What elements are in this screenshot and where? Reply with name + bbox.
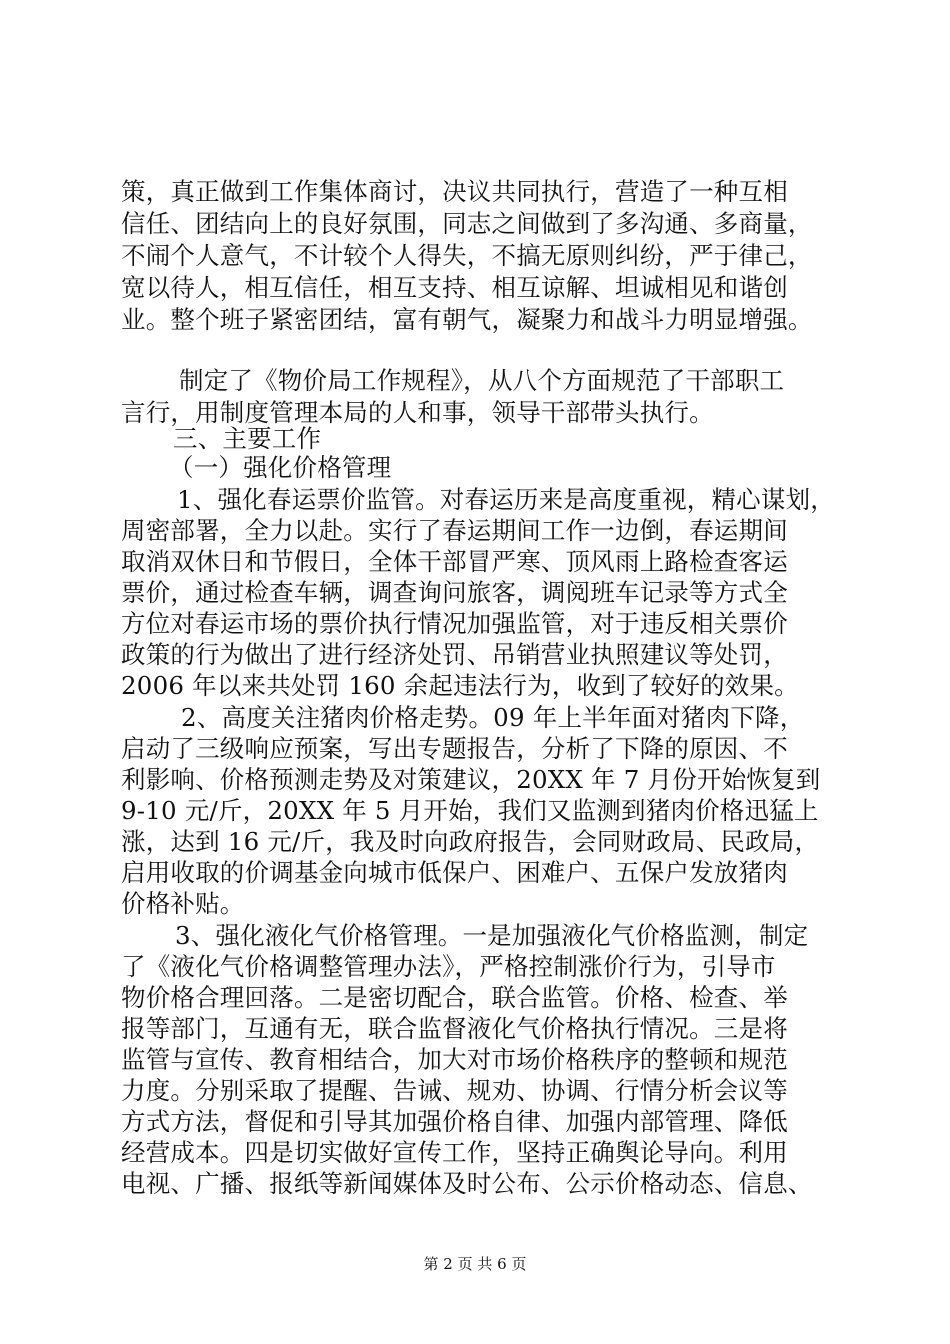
body-text-line: 方位对春运市场的票价执行情况加强监管，对于违反相关票价 <box>121 609 788 638</box>
body-text-line: 涨，达到 16 元/斤，我及时向政府报告，会同财政局、民政局， <box>121 827 820 856</box>
body-text-line: 启用收取的价调基金向城市低保户、困难户、五保户发放猪肉 <box>121 858 788 887</box>
body-text-line: 物价格合理回落。二是密切配合，联合监管。价格、检查、举 <box>121 983 788 1012</box>
body-text-line: 宽以待人，相互信任，相互支持、相互谅解、坦诚相见和谐创 <box>121 273 788 302</box>
section-heading: 三、主要工作 <box>173 424 322 453</box>
body-text-line: 9-10 元/斤，20XX 年 5 月开始，我们又监测到猪肉价格迅猛上 <box>121 796 819 825</box>
body-text-line: 启动了三级响应预案，写出专题报告，分析了下降的原因、不 <box>121 734 788 763</box>
body-text-line: 方式方法，督促和引导其加强价格自律、加强内部管理、降低 <box>121 1107 788 1136</box>
body-text-line: 2、高度关注猪肉价格走势。09 年上半年面对猪肉下降， <box>181 703 805 732</box>
body-text-line: 力度。分别采取了提醒、告诫、规劝、协调、行情分析会议等 <box>121 1076 788 1105</box>
body-text-line: 不闹个人意气，不计较个人得失，不搞无原则纠纷，严于律己， <box>121 241 813 270</box>
body-text-line: 3、强化液化气价格管理。一是加强液化气价格监测，制定 <box>175 921 809 950</box>
body-text-line: 报等部门，互通有无，联合监督液化气价格执行情况。三是将 <box>121 1014 788 1043</box>
body-text-line: 周密部署，全力以赴。实行了春运期间工作一边倒，春运期间 <box>121 516 788 545</box>
body-text-line: 票价，通过检查车辆，调查询问旅客，调阅班车记录等方式全 <box>121 578 788 607</box>
body-text-line: 电视、广播、报纸等新闻媒体及时公布、公示价格动态、信息、 <box>121 1169 813 1198</box>
body-text-line: 政策的行为做出了进行经济处罚、吊销营业执照建议等处罚， <box>121 640 788 669</box>
body-text-line: 1、强化春运票价监管。对春运历来是高度重视，精心谋划， <box>177 485 835 514</box>
body-text-line: 监管与宣传、教育相结合，加大对市场价格秩序的整顿和规范 <box>121 1045 788 1074</box>
body-text-line: 经营成本。四是切实做好宣传工作，坚持正确舆论导向。利用 <box>121 1138 788 1167</box>
body-text-line: 取消双休日和节假日，全体干部冒严寒、顶风雨上路检查客运 <box>121 547 788 576</box>
page-footer: 第 2 页 共 6 页 <box>423 1255 527 1273</box>
body-text-line: 策，真正做到工作集体商讨，决议共同执行，营造了一种互相 <box>121 177 788 206</box>
subsection-heading: （一）强化价格管理 <box>169 453 392 482</box>
body-text-line: 言行，用制度管理本局的人和事，领导干部带头执行。 <box>121 398 714 427</box>
body-text-line: 利影响、价格预测走势及对策建议，20XX 年 7 月份开始恢复到 <box>121 765 821 794</box>
body-text-line: 2006 年以来共处罚 160 余起违法行为，收到了较好的效果。 <box>121 671 799 700</box>
body-text-line: 价格补贴。 <box>121 889 245 918</box>
body-text-line: 了《液化气价格调整管理办法》，严格控制涨价行为，引导市 <box>121 952 776 981</box>
body-text-line: 制定了《物价局工作规程》，从八个方面规范了干部职工 <box>179 366 785 395</box>
body-text-line: 业。整个班子紧密团结，富有朝气，凝聚力和战斗力明显增强。 <box>121 305 813 334</box>
body-text-line: 信任、团结向上的良好氛围，同志之间做到了多沟通、多商量， <box>121 209 813 238</box>
